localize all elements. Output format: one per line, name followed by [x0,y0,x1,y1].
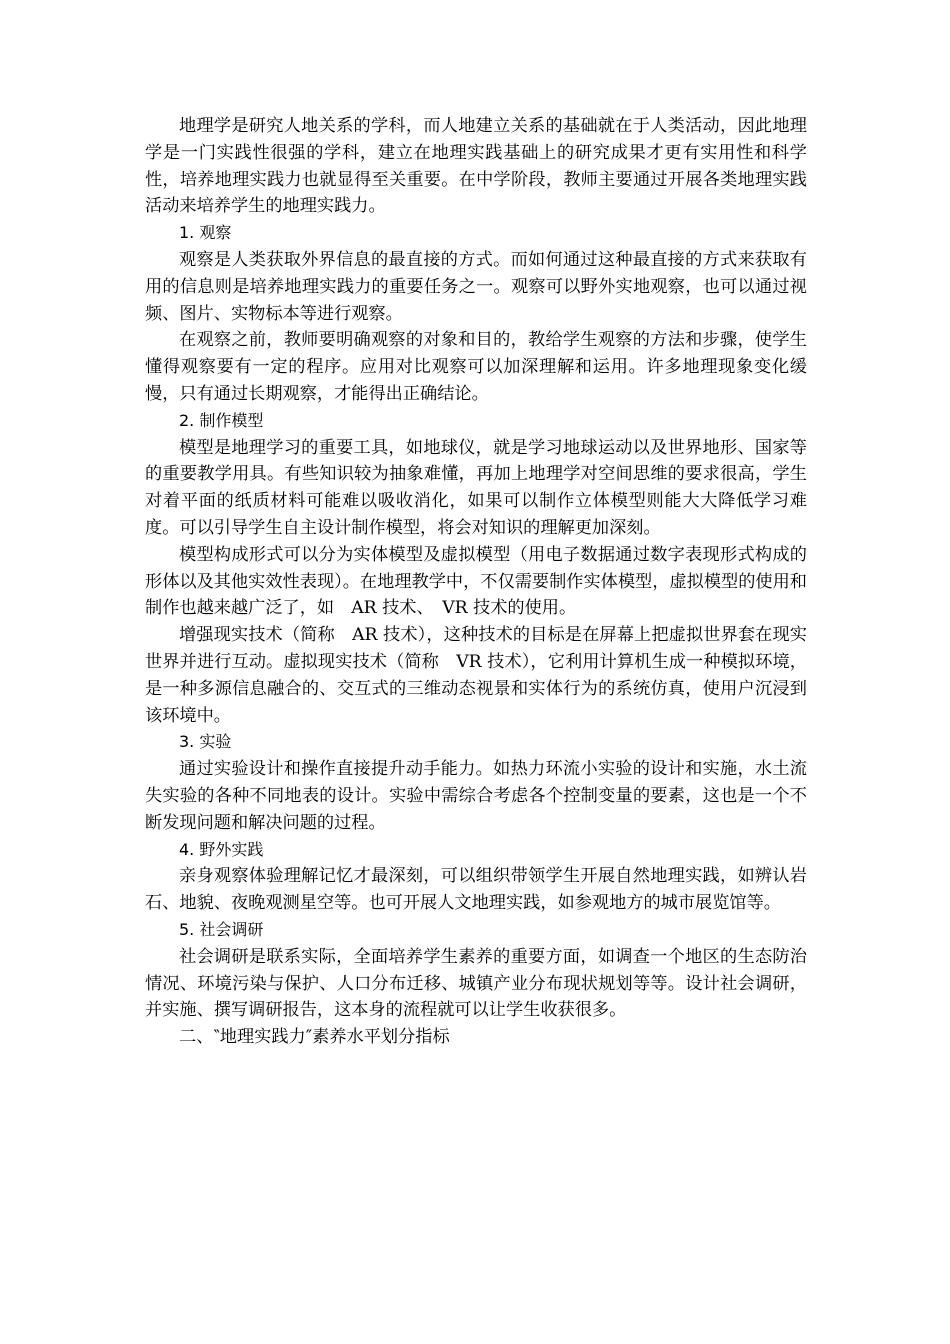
heading-social-research: 5. 社会调研 [179,919,264,939]
social-research-paragraph: 社会调研是联系实际，全面培养学生素养的重要方面，如调查一个地区的生态防治情况、环境污染与保护、人口分布迁移、城镇产业分布现状规划等等。设计社会调研，并实施、撰写调研报告，这本身的流程就可以让学生收获很多。 [145,946,807,1021]
experiment-paragraph: 通过实验设计和操作直接提升动手能力。如热力环流小实验的设计和实施，水土流失实验的各种不同地表的设计。实验中需综合考虑各个控制变量的要素，这也是一个不断发现问题和解决问题的过程。 [145,759,807,833]
field-practice-paragraph: 亲身观察体验理解记忆才最深刻，可以组织带领学生开展自然地理实践，如辨认岩石、地貌、夜晚观测星空等。也可开展人文地理实践，如参观地方的城市展览馆等。 [145,866,807,914]
model-paragraph-2: 模型构成形式可以分为实体模型及虚拟模型（用电子数据通过数字表现形式构成的形体以及其他实效性表现）。在地理教学中，不仅需要制作实体模型，虚拟模型的使用和制作也越来越广泛了，如 AR 技术、 VR 技术的使用。 [145,544,807,619]
heading-field-practice: 4. 野外实践 [179,839,264,859]
section-two-title: 二、‶地理实践力″素养水平划分指标 [179,1027,450,1048]
observation-paragraph-2: 在观察之前，教师要明确观察的对象和目的，教给学生观察的方法和步骤，使学生懂得观察要有一定的程序。应用对比观察可以加深理解和运用。许多地理现象变化缓慢，只有通过长期观察，才能得出正确结论。 [145,330,807,404]
document-page [145,113,807,1051]
model-paragraph-1: 模型是地理学习的重要工具，如地球仪，就是学习地球运动以及世界地形、国家等的重要教学用具。有些知识较为抽象难懂，再加上地理学对空间思维的要求很高，学生对着平面的纸质材料可能难以吸收消化，如果可以制作立体模型则能大大降低学习难度。可以引导学生自主设计制作模型，将会对知识的理解更加深刻。 [145,437,807,538]
heading-experiment: 3. 实验 [179,732,232,752]
observation-paragraph-1: 观察是人类获取外界信息的最直接的方式。而如何通过这种最直接的方式来获取有用的信息则是培养地理实践力的重要任务之一。观察可以野外实地观察，也可以通过视频、图片、实物标本等进行观察。 [145,249,807,324]
heading-model-making: 2. 制作模型 [179,410,264,430]
heading-observation: 1. 观察 [179,223,232,243]
intro-paragraph: 地理学是研究人地关系的学科，而人地建立关系的基础就在于人类活动，因此地理学是一门实践性很强的学科，建立在地理实践基础上的研究成果才更有实用性和科学性，培养地理实践力也就显得至关重要。在中学阶段，教师主要通过开展各类地理实践活动来培养学生的地理实践力。 [145,116,807,217]
model-paragraph-3: 增强现实技术（简称 AR 技术），这种技术的目标是在屏幕上把虚拟世界套在现实世界并进行互动。虚拟现实技术（简称 VR 技术），它利用计算机生成一种模拟环境，是一种多源信息融合的、交互式的三维动态视景和实体行为的系统仿真，使用户沉浸到该环境中。 [145,625,807,726]
